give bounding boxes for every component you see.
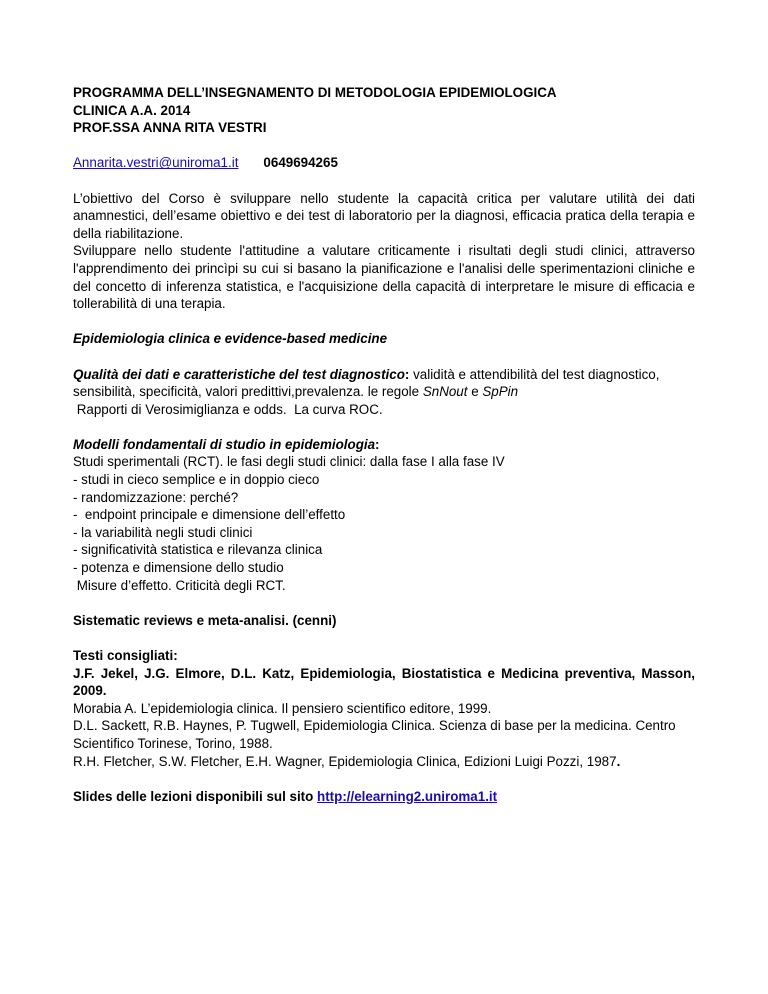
list-item: Studi sperimentali (RCT). le fasi degli studi clinici: dalla fase I alla fase IV	[73, 454, 505, 470]
section-heading-diagnostic: Qualità dei dati e caratteristiche del test diagnostico	[73, 366, 405, 382]
diagnostic-line-2: Rapporti di Verosimiglianza e odds. La curva ROC.	[73, 401, 383, 417]
snnout-rule: SnNout	[422, 384, 468, 400]
sppin-rule: SpPin	[482, 384, 519, 400]
list-item: - randomizzazione: perché?	[73, 489, 239, 505]
section-heading-study-models: Modelli fondamentali di studio in epidemiologia	[73, 436, 376, 452]
list-item: Misure d’effetto. Criticità degli RCT.	[73, 577, 286, 593]
list-item: - endpoint principale e dimensione dell’effetto	[73, 507, 346, 523]
section-heading-meta-analysis: Sistematic reviews e meta-analisi. (cenni)	[73, 612, 337, 628]
reference-4: R.H. Fletcher, S.W. Fletcher, E.H. Wagner, Epidemiologia Clinica, Edizioni Luigi Pozzi, 1987.	[73, 753, 621, 769]
intro-paragraph-2: Sviluppare nello studente l'attitudine a valutare criticamente i risultati degli studi clinici, attraverso l'apprendimento dei princìpi su cui si basano la pianificazione e l'analisi delle sperimentazioni cliniche e del concetto di inferenza statistica, e l'acquisizione della capacità di interpretare le misure di efficacia e tollerabilità di una terapia.	[73, 243, 695, 312]
list-item: - la variabilità negli studi clinici	[73, 524, 253, 540]
title-line-1: PROGRAMMA DELL’INSEGNAMENTO DI METODOLOGIA EPIDEMIOLOGICA	[73, 85, 557, 100]
intro-paragraph-1: L’obiettivo del Corso è sviluppare nello studente la capacità critica per valutare utilità dei dati anamnestici, dell’esame obiettivo e dei test di laboratorio per la diagnosi, efficacia pratica della terapia e della riabilitazione.	[73, 190, 695, 241]
slides-text: Slides delle lezioni disponibili sul sito	[73, 788, 318, 804]
document-page	[73, 84, 695, 805]
title-line-2: CLINICA A.A. 2014	[73, 102, 191, 118]
reference-1: J.F. Jekel, J.G. Elmore, D.L. Katz, Epidemiologia, Biostatistica e Medicina preventiva, Masson, 2009.	[73, 665, 695, 699]
slides-line	[73, 788, 695, 806]
professor-name: PROF.SSA ANNA RITA VESTRI	[73, 120, 267, 136]
diagnostic-test-paragraph: Qualità dei dati e caratteristiche del test diagnostico: validità e attendibilità del test diagnostico, sensibilità, specificità, valori predittivi,prevalenza. le regole SnNout e SpPin	[73, 366, 660, 400]
list-item: - studi in cieco semplice e in doppio cieco	[73, 472, 320, 488]
phone-number: 0649694265	[263, 155, 338, 171]
elearning-link[interactable]: http://elearning2.uniroma1.it	[317, 788, 498, 804]
list-item: - potenza e dimensione dello studio	[73, 560, 284, 576]
reference-3: D.L. Sackett, R.B. Haynes, P. Tugwell, Epidemiologia Clinica. Scienza di base per la medicina. Centro Scientifico Torinese, Torino, 1988.	[73, 718, 676, 751]
section-heading-ebm: Epidemiologia clinica e evidence-based medicine	[73, 331, 388, 347]
reference-2: Morabia A. L’epidemiologia clinica. Il pensiero scientifico editore, 1999.	[73, 700, 492, 716]
study-models-heading-row: Modelli fondamentali di studio in epidemiologia:	[73, 436, 380, 452]
contact-row	[73, 154, 695, 172]
references-heading: Testi consigliati:	[73, 648, 178, 663]
list-item: - significatività statistica e rilevanza clinica	[73, 542, 323, 558]
email-link[interactable]: Annarita.vestri@uniroma1.it	[73, 155, 239, 171]
